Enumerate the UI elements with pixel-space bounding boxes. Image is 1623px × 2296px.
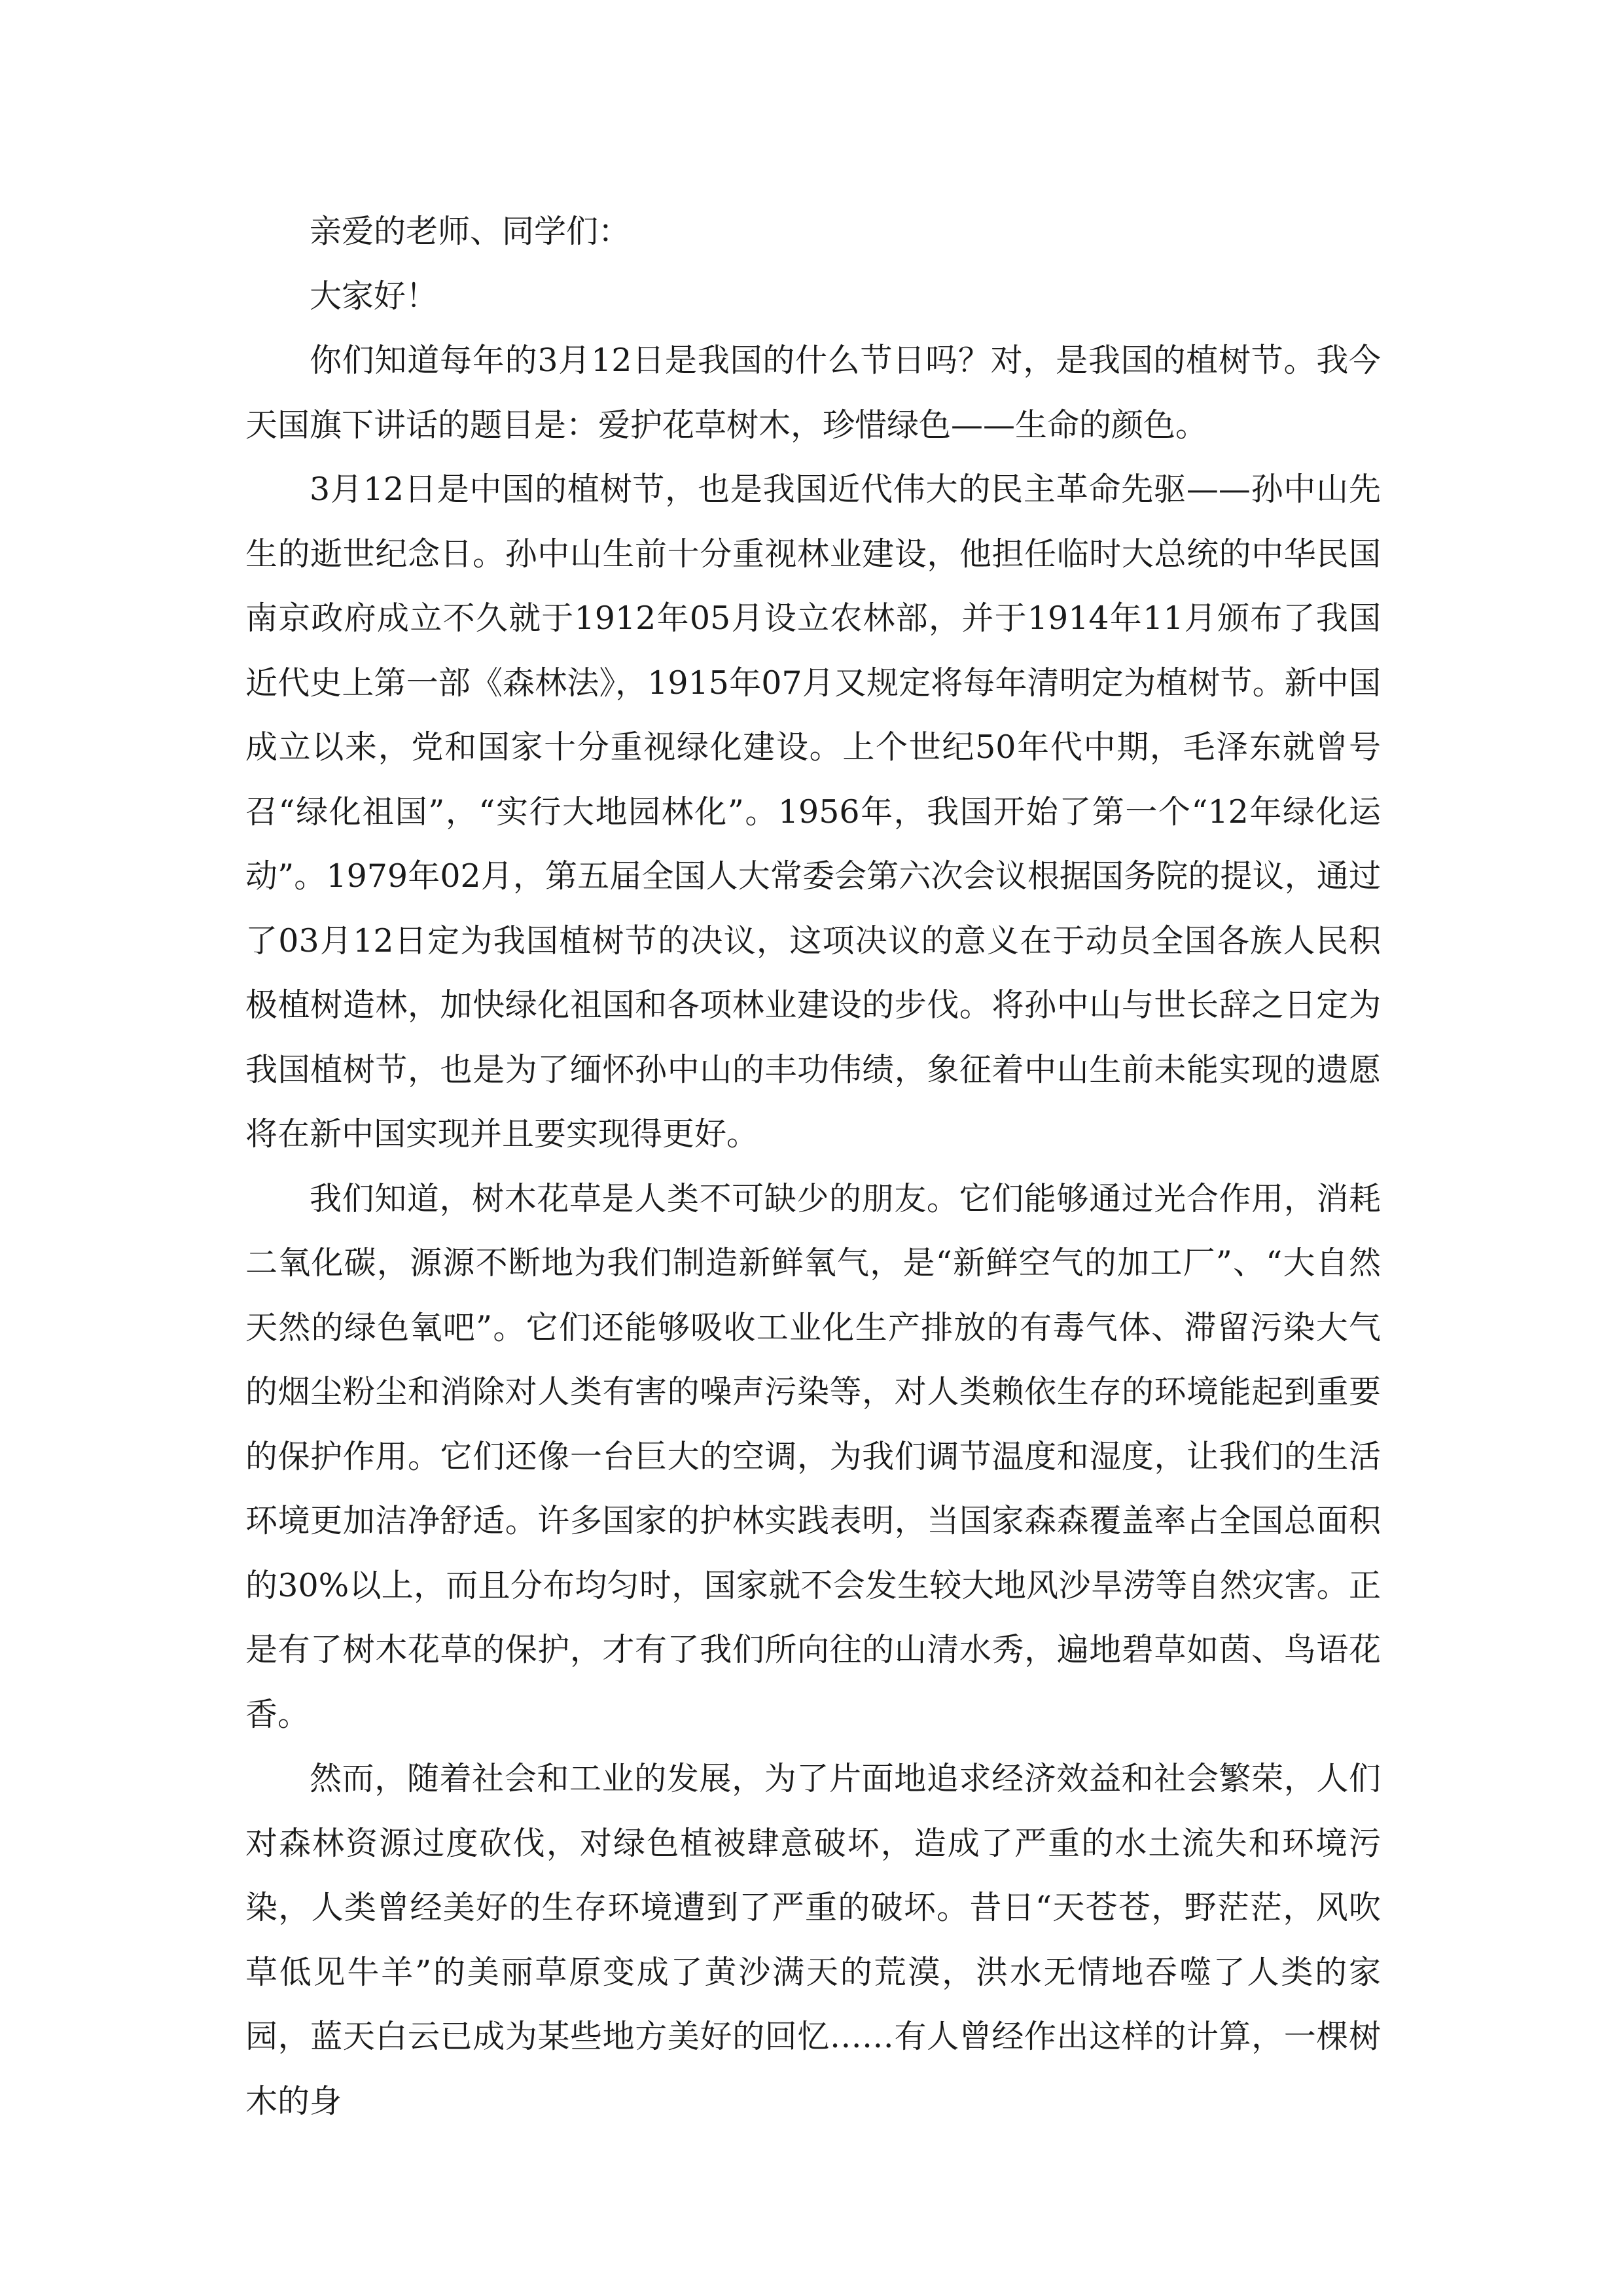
greeting: 大家好！ [310, 277, 438, 315]
paragraph-history: 3月12日是中国的植树节，也是我国近代伟大的民主革命先驱——孙中山先生的逝世纪念日。孙中山生前十分重视林业建设，他担任临时大总统的中华民国南京政府成立不久就于1912年05月设立农林部，并于1914年11月颁布了我国近代史上第一部《森林法》，1915年07月又规定将每年清明定为植树节。新中国成立以来，党和国家十分重视绿化建设。上个世纪50年代中期，毛泽东就曾号召“绿化祖国”，“实行大地园林化”。1956年，我国开始了第一个“12年绿化运动”。1979年02月，第五届全国人大常委会第六次会议根据国务院的提议，通过了03月12日定为我国植树节的决议，这项决议的意义在于动员全国各族人民积极植树造林，加快绿化祖国和各项林业建设的步伐。将孙中山与世长辞之日定为我国植树节，也是为了缅怀孙中山的丰功伟绩，象征着中山生前未能实现的遗愿将在新中国实现并且要实现得更好。 [245, 471, 1381, 1153]
paragraph-destruction: 然而，随着社会和工业的发展，为了片面地追求经济效益和社会繁荣，人们对森林资源过度砍伐，对绿色植被肆意破坏，造成了严重的水土流失和环境污染，人类曾经美好的生存环境遭到了严重的破坏。昔日“天苍苍，野茫茫，风吹草低见牛羊”的美丽草原变成了黄沙满天的荒漠，洪水无情地吞噬了人类的家园，蓝天白云已成为某些地方美好的回忆……有人曾经作出这样的计算，一棵树木的身 [245, 1760, 1381, 2120]
document-body [245, 200, 1381, 2134]
salutation: 亲爱的老师、同学们： [310, 213, 631, 250]
paragraph-intro: 你们知道每年的3月12日是我国的什么节日吗？对，是我国的植树节。我今天国旗下讲话的题目是：爱护花草树木，珍惜绿色——生命的颜色。 [245, 342, 1381, 444]
paragraph-trees-benefits: 我们知道，树木花草是人类不可缺少的朋友。它们能够通过光合作用，消耗二氧化碳，源源不断地为我们制造新鲜氧气，是“新鲜空气的加工厂”、“大自然天然的绿色氧吧”。它们还能够吸收工业化生产排放的有毒气体、滞留污染大气的烟尘粉尘和消除对人类有害的噪声污染等，对人类赖依生存的环境能起到重要的保护作用。它们还像一台巨大的空调，为我们调节温度和湿度，让我们的生活环境更加洁净舒适。许多国家的护林实践表明，当国家森森覆盖率占全国总面积的30%以上，而且分布均匀时，国家就不会发生较大地风沙旱涝等自然灾害。正是有了树木花草的保护，才有了我们所向往的山清水秀，遍地碧草如茵、鸟语花香。 [245, 1179, 1381, 1733]
